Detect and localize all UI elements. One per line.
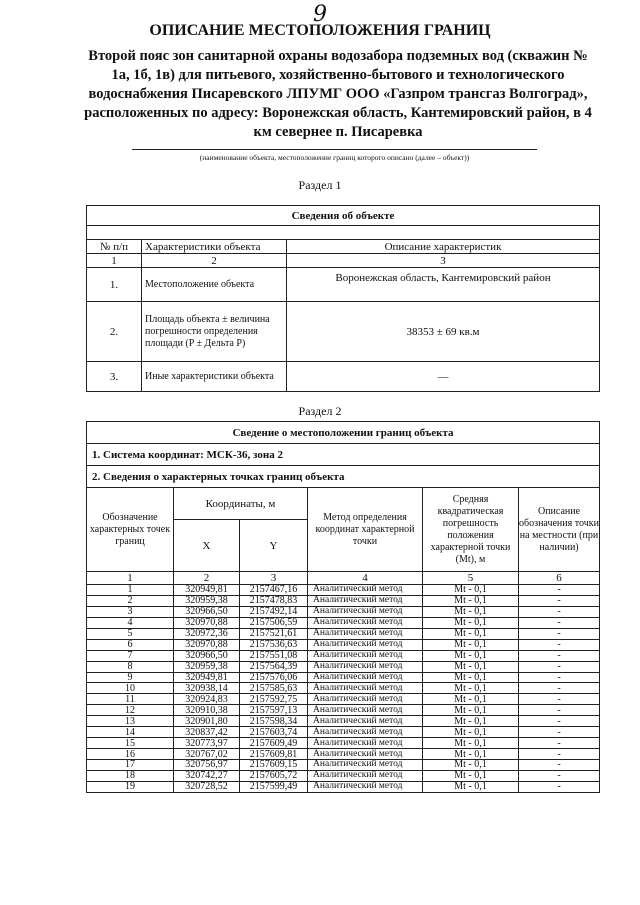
- point-accuracy: Mt - 0,1: [423, 585, 519, 596]
- header-accuracy: Средняя квадратическая погрешность положения характерной точки (Mt), м: [423, 488, 519, 572]
- point-method: Аналитический метод: [308, 738, 423, 749]
- point-y: 2157551,08: [240, 650, 308, 661]
- point-accuracy: Mt - 0,1: [423, 705, 519, 716]
- point-description: -: [519, 650, 600, 661]
- section2-label: Раздел 2: [298, 404, 342, 418]
- point-method: Аналитический метод: [308, 727, 423, 738]
- point-method: Аналитический метод: [308, 639, 423, 650]
- point-accuracy: Mt - 0,1: [423, 628, 519, 639]
- table-row: [87, 770, 600, 781]
- spacer-row: [87, 226, 600, 240]
- point-method: Аналитический метод: [308, 716, 423, 727]
- point-number: 16: [87, 749, 174, 760]
- point-number: 4: [87, 617, 174, 628]
- table-row: [87, 617, 600, 628]
- point-method: Аналитический метод: [308, 749, 423, 760]
- point-method: Аналитический метод: [308, 661, 423, 672]
- point-method: Аналитический метод: [308, 705, 423, 716]
- point-y: 2157521,61: [240, 628, 308, 639]
- table-row: [87, 650, 600, 661]
- point-number: 19: [87, 781, 174, 792]
- header-method: Метод определения координат характерной точки: [308, 488, 423, 572]
- point-y: 2157609,15: [240, 760, 308, 771]
- point-y: 2157592,75: [240, 694, 308, 705]
- point-description: -: [519, 661, 600, 672]
- row-characteristic: Иные характеристики объекта: [142, 362, 287, 392]
- boundary-points-table: [86, 421, 600, 793]
- col-number: 1: [87, 572, 174, 585]
- points-section-title: 2. Сведения о характерных точках границ объекта: [87, 466, 600, 488]
- point-method: Аналитический метод: [308, 595, 423, 606]
- point-description: -: [519, 770, 600, 781]
- point-method: Аналитический метод: [308, 683, 423, 694]
- point-number: 13: [87, 716, 174, 727]
- header-number: № п/п: [87, 240, 142, 254]
- points-rows: [87, 585, 600, 793]
- point-description: -: [519, 672, 600, 683]
- point-y: 2157492,14: [240, 606, 308, 617]
- point-x: 320767,02: [174, 749, 240, 760]
- point-number: 12: [87, 705, 174, 716]
- point-method: Аналитический метод: [308, 617, 423, 628]
- col-number: 6: [519, 572, 600, 585]
- point-number: 14: [87, 727, 174, 738]
- point-y: 2157605,72: [240, 770, 308, 781]
- document-title: ОПИСАНИЕ МЕСТОПОЛОЖЕНИЯ ГРАНИЦ: [149, 22, 491, 39]
- point-accuracy: Mt - 0,1: [423, 760, 519, 771]
- point-x: 320966,50: [174, 606, 240, 617]
- point-description: -: [519, 781, 600, 792]
- point-y: 2157506,59: [240, 617, 308, 628]
- point-y: 2157609,81: [240, 749, 308, 760]
- point-x: 320949,81: [174, 585, 240, 596]
- point-accuracy: Mt - 0,1: [423, 716, 519, 727]
- point-x: 320970,88: [174, 639, 240, 650]
- point-accuracy: Mt - 0,1: [423, 727, 519, 738]
- point-number: 6: [87, 639, 174, 650]
- point-number: 10: [87, 683, 174, 694]
- table-row: [87, 585, 600, 596]
- point-accuracy: Mt - 0,1: [423, 639, 519, 650]
- section1-label: Раздел 1: [298, 178, 342, 192]
- table-row: [87, 661, 600, 672]
- point-description: -: [519, 738, 600, 749]
- col-number: 5: [423, 572, 519, 585]
- table-row: [87, 362, 600, 392]
- point-x: 320966,50: [174, 650, 240, 661]
- col-number: 1: [87, 254, 142, 268]
- point-y: 2157478,83: [240, 595, 308, 606]
- point-method: Аналитический метод: [308, 628, 423, 639]
- point-x: 320972,36: [174, 628, 240, 639]
- table-row: [87, 595, 600, 606]
- object-info-table: [86, 205, 600, 392]
- point-x: 320901,80: [174, 716, 240, 727]
- point-x: 320742,27: [174, 770, 240, 781]
- header-designation: Обозначение характерных точек границ: [87, 488, 174, 572]
- point-accuracy: Mt - 0,1: [423, 749, 519, 760]
- table-row: [87, 738, 600, 749]
- point-y: 2157609,49: [240, 738, 308, 749]
- row-number: 1.: [87, 268, 142, 302]
- point-description: -: [519, 694, 600, 705]
- row-number: 3.: [87, 362, 142, 392]
- point-description: -: [519, 705, 600, 716]
- header-x: X: [174, 520, 240, 572]
- table-row: [87, 727, 600, 738]
- point-method: Аналитический метод: [308, 606, 423, 617]
- point-description: -: [519, 749, 600, 760]
- header-description: Описание характеристик: [287, 240, 600, 254]
- point-description: -: [519, 595, 600, 606]
- point-accuracy: Mt - 0,1: [423, 617, 519, 628]
- point-x: 320837,42: [174, 727, 240, 738]
- point-x: 320910,38: [174, 705, 240, 716]
- row-value: Воронежская область, Кантемировский район: [287, 268, 600, 302]
- col-number: 4: [308, 572, 423, 585]
- point-accuracy: Mt - 0,1: [423, 694, 519, 705]
- point-y: 2157598,34: [240, 716, 308, 727]
- point-number: 7: [87, 650, 174, 661]
- table-row: [87, 302, 600, 362]
- point-method: Аналитический метод: [308, 672, 423, 683]
- table-row: [87, 694, 600, 705]
- table-row: [87, 760, 600, 771]
- table-row: [87, 268, 600, 302]
- point-accuracy: Mt - 0,1: [423, 770, 519, 781]
- point-number: 3: [87, 606, 174, 617]
- point-accuracy: Mt - 0,1: [423, 595, 519, 606]
- point-x: 320959,38: [174, 595, 240, 606]
- point-y: 2157599,49: [240, 781, 308, 792]
- col-number: 2: [142, 254, 287, 268]
- table-row: [87, 672, 600, 683]
- point-number: 15: [87, 738, 174, 749]
- point-number: 11: [87, 694, 174, 705]
- point-number: 5: [87, 628, 174, 639]
- point-x: 320970,88: [174, 617, 240, 628]
- header-coordinates: Координаты, м: [174, 488, 308, 520]
- point-method: Аналитический метод: [308, 694, 423, 705]
- point-y: 2157536,63: [240, 639, 308, 650]
- point-number: 17: [87, 760, 174, 771]
- point-description: -: [519, 727, 600, 738]
- underline-divider: [132, 149, 537, 150]
- table-row: [87, 639, 600, 650]
- object-description: Второй пояс зон санитарной охраны водозабора подземных вод (скважин № 1а, 1б, 1в) для питьевого, хозяйственно-бытового и технологического водоснабжения Писаревского ЛПУМГ ООО «Газпром трансгаз Волгоград», расположенных по адресу: Воронежская область, Кантемировский район, в 4 км севернее п. Писаревка: [84, 48, 592, 140]
- object-description-note: (наименование объекта, местоположение границ которого описано (далее – объект)): [199, 153, 470, 162]
- point-description: -: [519, 585, 600, 596]
- point-number: 8: [87, 661, 174, 672]
- row-characteristic: Площадь объекта ± величина погрешности определения площади (P ± Дельта P): [142, 302, 287, 362]
- point-accuracy: Mt - 0,1: [423, 683, 519, 694]
- point-number: 1: [87, 585, 174, 596]
- point-y: 2157585,63: [240, 683, 308, 694]
- object-info-title: Сведения об объекте: [87, 206, 600, 226]
- header-y: Y: [240, 520, 308, 572]
- table-row: [87, 716, 600, 727]
- point-method: Аналитический метод: [308, 781, 423, 792]
- point-y: 2157564,39: [240, 661, 308, 672]
- col-number: 3: [287, 254, 600, 268]
- point-method: Аналитический метод: [308, 760, 423, 771]
- point-x: 320728,52: [174, 781, 240, 792]
- point-y: 2157576,06: [240, 672, 308, 683]
- point-description: -: [519, 606, 600, 617]
- row-value: 38353 ± 69 кв.м: [287, 302, 600, 362]
- point-number: 9: [87, 672, 174, 683]
- point-number: 2: [87, 595, 174, 606]
- table-row: [87, 628, 600, 639]
- point-number: 18: [87, 770, 174, 781]
- row-characteristic: Местоположение объекта: [142, 268, 287, 302]
- point-method: Аналитический метод: [308, 770, 423, 781]
- point-method: Аналитический метод: [308, 650, 423, 661]
- point-accuracy: Mt - 0,1: [423, 781, 519, 792]
- point-y: 2157597,13: [240, 705, 308, 716]
- header-point-description: Описание обозначения точки на местности (при наличии): [519, 488, 600, 572]
- table-row: [87, 705, 600, 716]
- point-description: -: [519, 760, 600, 771]
- point-description: -: [519, 617, 600, 628]
- point-y: 2157467,16: [240, 585, 308, 596]
- point-description: -: [519, 683, 600, 694]
- table-row: [87, 606, 600, 617]
- point-x: 320938,14: [174, 683, 240, 694]
- point-x: 320924,83: [174, 694, 240, 705]
- table-row: [87, 683, 600, 694]
- point-method: Аналитический метод: [308, 585, 423, 596]
- page-number: 9: [313, 2, 327, 27]
- point-x: 320949,81: [174, 672, 240, 683]
- header-characteristic: Характеристики объекта: [142, 240, 287, 254]
- row-number: 2.: [87, 302, 142, 362]
- table-row: [87, 749, 600, 760]
- coordinate-system: 1. Система координат: МСК-36, зона 2: [87, 444, 600, 466]
- point-description: -: [519, 628, 600, 639]
- point-accuracy: Mt - 0,1: [423, 738, 519, 749]
- point-x: 320959,38: [174, 661, 240, 672]
- point-accuracy: Mt - 0,1: [423, 661, 519, 672]
- point-y: 2157603,74: [240, 727, 308, 738]
- point-accuracy: Mt - 0,1: [423, 606, 519, 617]
- point-accuracy: Mt - 0,1: [423, 672, 519, 683]
- point-accuracy: Mt - 0,1: [423, 650, 519, 661]
- point-x: 320756,97: [174, 760, 240, 771]
- location-table-title: Сведение о местоположении границ объекта: [87, 422, 600, 444]
- col-number: 2: [174, 572, 240, 585]
- point-description: -: [519, 639, 600, 650]
- col-number: 3: [240, 572, 308, 585]
- point-x: 320773,97: [174, 738, 240, 749]
- point-description: -: [519, 716, 600, 727]
- table-row: [87, 781, 600, 792]
- row-value: —: [287, 362, 600, 392]
